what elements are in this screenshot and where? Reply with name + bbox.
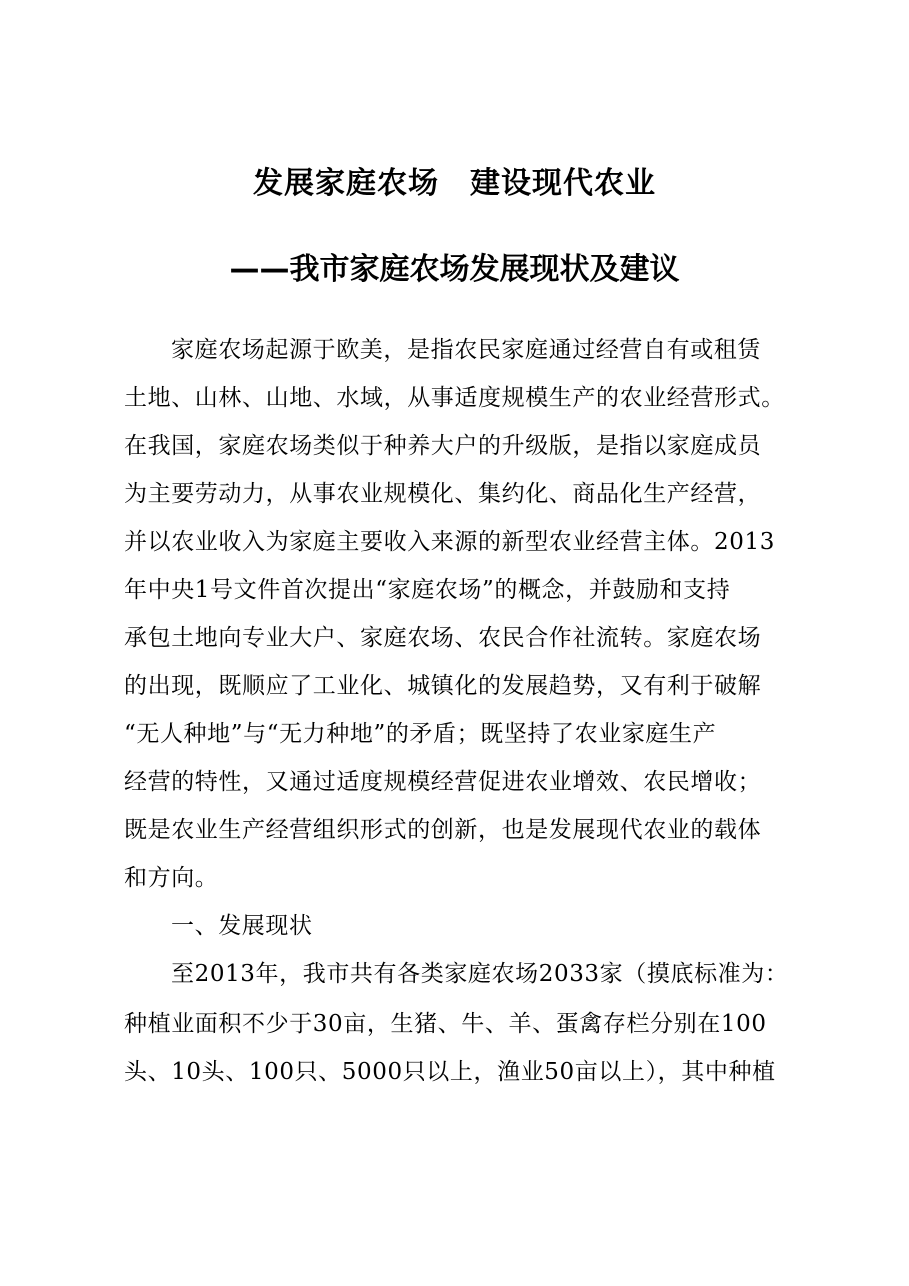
- paragraph-line: 年中央1号文件首次提出“家庭农场”的概念，并鼓励和支持: [124, 577, 731, 603]
- paragraph-line: 的出现，既顺应了工业化、城镇化的发展趋势，又有利于破解: [124, 673, 762, 699]
- paragraph-line: 为主要劳动力，从事农业规模化、集约化、商品化生产经营，: [124, 481, 762, 507]
- paragraph-line: 承包土地向专业大户、家庭农场、农民合作社流转。家庭农场: [124, 625, 762, 651]
- document-subtitle: ——我市家庭农场发展现状及建议: [229, 252, 680, 287]
- paragraph-line: 至2013年，我市共有各类家庭农场2033家（摸底标准为：: [171, 961, 789, 987]
- paragraph-line: 既是农业生产经营组织形式的创新，也是发展现代农业的载体: [124, 817, 762, 843]
- paragraph-line: 和方向。: [124, 865, 219, 891]
- paragraph-line: 在我国，家庭农场类似于种养大户的升级版，是指以家庭成员: [124, 433, 762, 459]
- section-heading: 一、发展现状: [171, 913, 313, 939]
- document-title: 发展家庭农场 建设现代农业: [253, 166, 656, 201]
- paragraph-line: 经营的特性，又通过适度规模经营促进农业增效、农民增收；: [124, 769, 762, 795]
- paragraph-line: 种植业面积不少于30亩，生猪、牛、羊、蛋禽存栏分别在100: [124, 1011, 767, 1037]
- paragraph-line: 并以农业收入为家庭主要收入来源的新型农业经营主体。2013: [124, 529, 775, 555]
- paragraph-line: 头、10头、100只、5000只以上，渔业50亩以上），其中种植: [124, 1059, 776, 1085]
- paragraph-line: “无人种地”与“无力种地”的矛盾；既坚持了农业家庭生产: [124, 721, 717, 747]
- paragraph-line: 土地、山林、山地、水域，从事适度规模生产的农业经营形式。: [124, 385, 785, 411]
- paragraph-line: 家庭农场起源于欧美，是指农民家庭通过经营自有或租赁: [171, 337, 761, 363]
